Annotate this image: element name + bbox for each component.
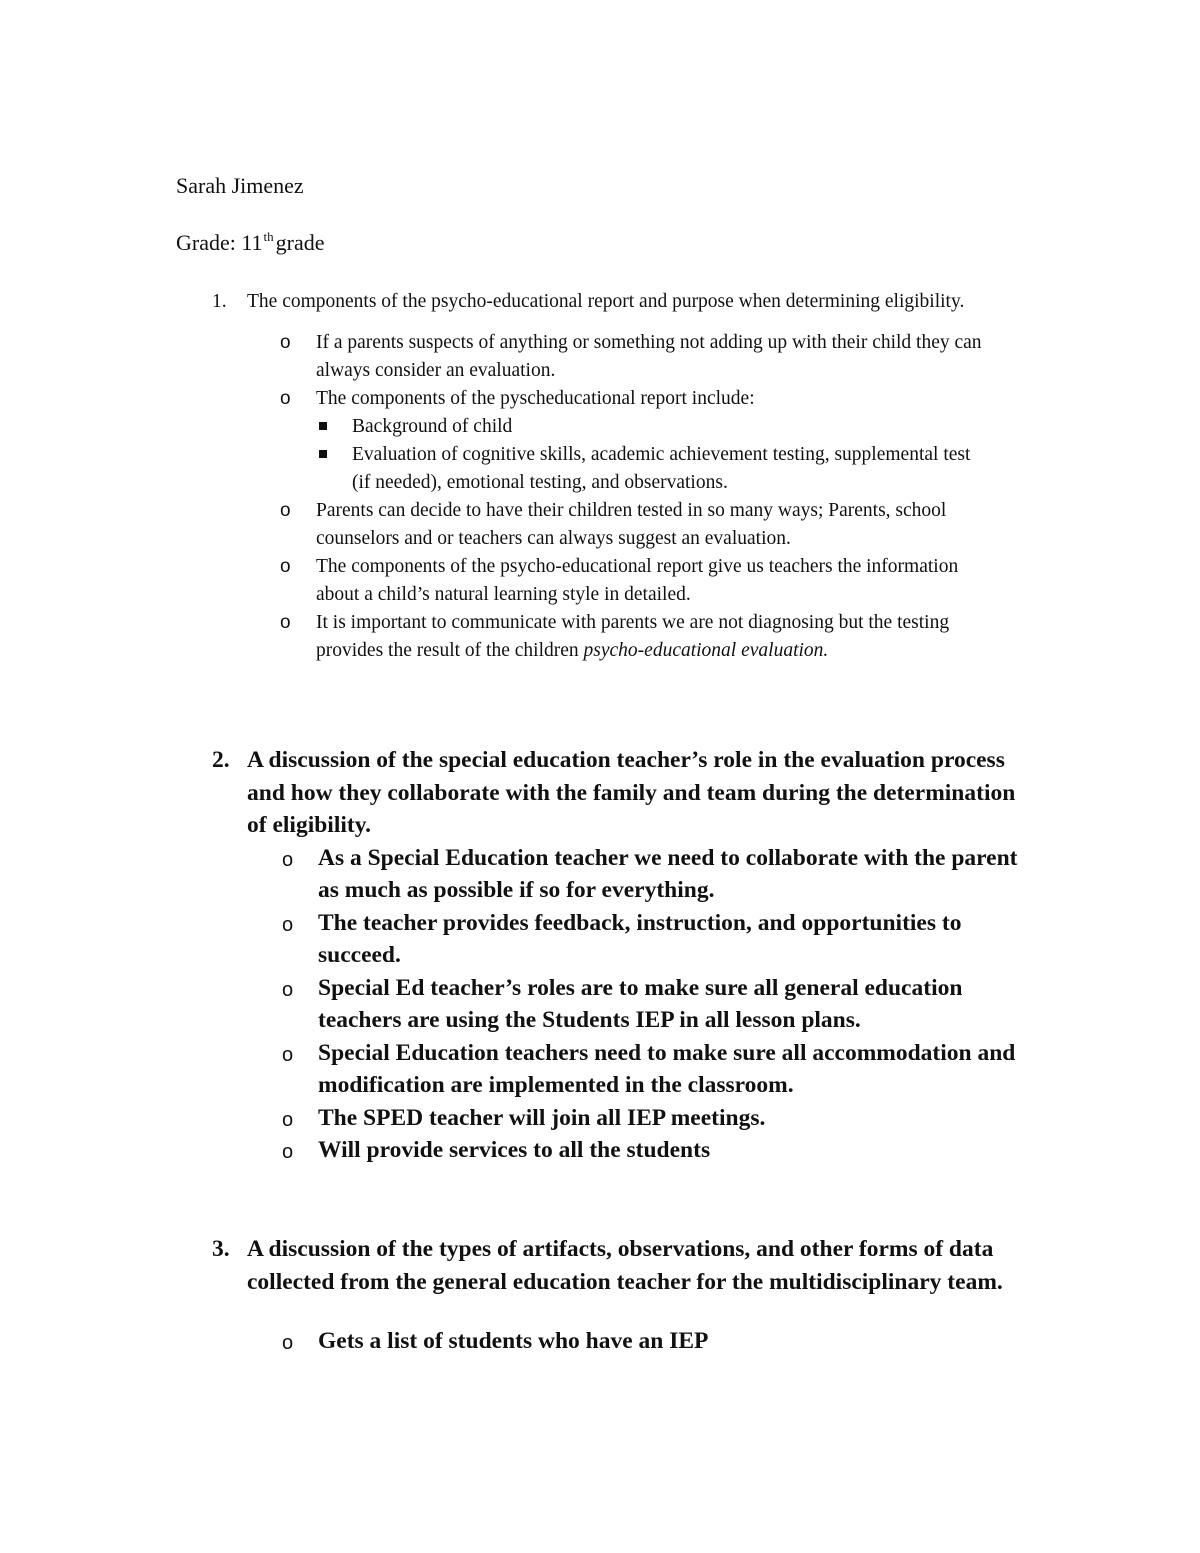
list-item-text: The teacher provides feedback, instruction, and opportunities to succeed. [318,909,962,968]
list-item [282,972,1038,1037]
list-item-text: If a parents suspects of anything or something not adding up with their child they can always consider an evaluation. [316,332,982,381]
list-item-text: The SPED teacher will join all IEP meetings. [318,1104,766,1131]
section-1-heading [210,288,1040,316]
circle-bullet-icon: o [282,1141,294,1163]
section-2-heading [210,744,1040,842]
section-2-number: 2. [212,747,230,773]
section-2-list [210,842,1040,1167]
grade-label: Grade: 11 [176,230,263,255]
list-item [282,1134,1038,1167]
list-item [282,1102,1038,1135]
list-item [280,553,996,609]
nested-list-item-text: Background of child [352,416,513,437]
list-item [280,329,996,385]
circle-bullet-icon: o [280,612,291,633]
list-item-text: As a Special Education teacher we need to collaborate with the parent as much as possible if so for everything. [318,844,1018,903]
list-item-text: It is important to communicate with parents we are not diagnosing but the testing provides the result of the children [316,612,950,661]
circle-bullet-icon: o [280,500,291,521]
section-1 [210,288,1040,665]
section-1-title: The components of the psycho-educational report and purpose when determining eligibility. [247,291,965,312]
circle-bullet-icon: o [282,1108,294,1131]
section-1-list [210,329,1040,665]
circle-bullet-icon: o [282,848,294,871]
grade-superscript: th [263,229,274,244]
list-item [280,609,996,665]
list-item-text: Gets a list of students who have an IEP [318,1328,709,1354]
circle-bullet-icon: o [280,332,291,353]
nested-list-item [315,413,992,441]
circle-bullet-icon: o [282,913,294,936]
list-item-text: The components of the pyscheducational report include: [316,388,755,409]
grade-line [176,229,325,260]
section-3-title: A discussion of the types of artifacts, observations, and other forms of data collected from the general education teacher for the multidisciplinary team. [247,1236,1003,1295]
section-2 [210,744,1040,1167]
list-item-text: The components of the psycho-educational report give us teachers the information about a child’s natural learning style in detailed. [316,556,959,605]
list-item-text: Special Education teachers need to make sure all accommodation and modification are implemented in the classroom. [318,1039,1016,1098]
section-3 [210,1233,1040,1358]
circle-bullet-icon: o [282,978,294,1001]
list-item-text: Will provide services to all the students [318,1137,711,1163]
nested-list-item [315,441,992,497]
list-item [282,1325,1038,1358]
student-name: Sarah Jimenez [176,173,304,198]
section-3-list [210,1325,1040,1358]
grade-suffix: grade [275,230,325,255]
circle-bullet-icon: o [282,1332,294,1354]
section-3-number: 3. [212,1236,230,1262]
nested-list [280,413,1040,497]
list-item [282,907,1038,972]
section-1-number: 1. [212,291,227,312]
list-item [282,1037,1038,1102]
list-item [280,385,996,413]
list-item-text: Special Ed teacher’s roles are to make sure all general education teachers are using the Students IEP in all lesson plans. [318,974,963,1033]
italic-term: psycho-educational evaluation. [583,640,829,661]
list-item [282,842,1038,907]
circle-bullet-icon: o [280,556,291,577]
section-3-heading [210,1233,1040,1298]
list-item-text: Parents can decide to have their children tested in so many ways; Parents, school counselors and or teachers can always suggest an evaluation. [316,500,947,549]
list-item [280,497,996,553]
square-bullet-icon [319,450,327,458]
section-2-title: A discussion of the special education teacher’s role in the evaluation process and how they collaborate with the family and team during the determination of eligibility. [247,747,1016,838]
circle-bullet-icon: o [280,388,291,409]
nested-list-item-text: Evaluation of cognitive skills, academic achievement testing, supplemental test (if needed), emotional testing, and observations. [352,444,971,493]
square-bullet-icon [319,422,327,430]
circle-bullet-icon: o [282,1043,294,1066]
